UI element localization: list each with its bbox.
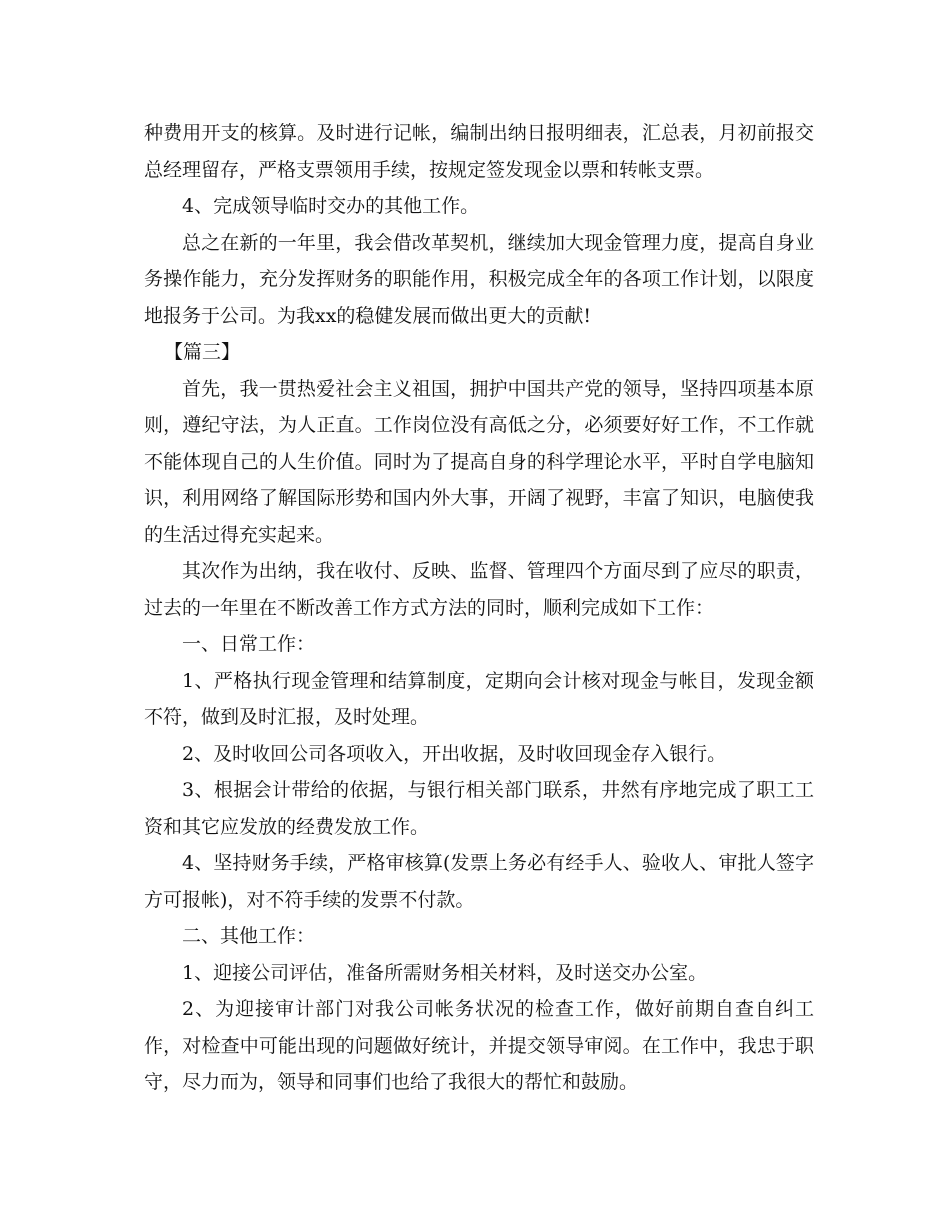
list-item: 2、为迎接审计部门对我公司帐务状况的检查工作，做好前期自查自纠工作，对检查中可能出现的问题做好统计，并提交领导审阅。在工作中，我忠于职守，尽力而为，领导和同事们也给了我很大的帮忙和鼓励。: [144, 998, 814, 1093]
document-body: [144, 115, 814, 1101]
list-item: 3、根据会计带给的依据，与银行相关部门联系，井然有序地完成了职工工资和其它应发放的经费发放工作。: [144, 779, 814, 838]
subheading-daily-work: 一、日常工作：: [182, 633, 316, 655]
paragraph-summary: 总之在新的一年里，我会借改革契机，继续加大现金管理力度，提高自身业务操作能力，充分发挥财务的职能作用，积极完成全年的各项工作计划，以限度地报务于公司。为我xx的稳健发展而做出更大的贡献!: [144, 231, 814, 327]
section-heading: 【篇三】: [164, 341, 241, 363]
paragraph-duties: 其次作为出纳，我在收付、反映、监督、管理四个方面尽到了应尽的职责，过去的一年里在不断改善工作方式方法的同时，顺利完成如下工作：: [144, 560, 814, 619]
list-item: 1、严格执行现金管理和结算制度，定期向会计核对现金与帐目，发现金额不符，做到及时汇报，及时处理。: [144, 669, 814, 728]
list-item: 4、坚持财务手续，严格审核算(发票上务必有经手人、验收人、审批人签字方可报帐)，对不符手续的发票不付款。: [144, 852, 814, 911]
paragraph-item-4: 4、完成领导临时交办的其他工作。: [182, 195, 480, 217]
paragraph-intro: 首先，我一贯热爱社会主义祖国，拥护中国共产党的领导，坚持四项基本原则，遵纪守法，为人正直。工作岗位没有高低之分，必须要好好工作，不工作就不能体现自己的人生价值。同时为了提高自身的科学理论水平，平时自学电脑知识，利用网络了解国际形势和国内外大事，开阔了视野，丰富了知识，电脑使我的生活过得充实起来。: [144, 377, 814, 546]
list-item: 2、及时收回公司各项收入，开出收据，及时收回现金存入银行。: [182, 742, 727, 765]
subheading-other-work: 二、其他工作：: [182, 925, 316, 947]
paragraph-continuation: 种费用开支的核算。及时进行记帐，编制出纳日报明细表，汇总表，月初前报交总经理留存，严格支票领用手续，按规定签发现金以票和转帐支票。: [144, 122, 814, 181]
list-item: 1、迎接公司评估，准备所需财务相关材料，及时送交办公室。: [182, 961, 708, 984]
